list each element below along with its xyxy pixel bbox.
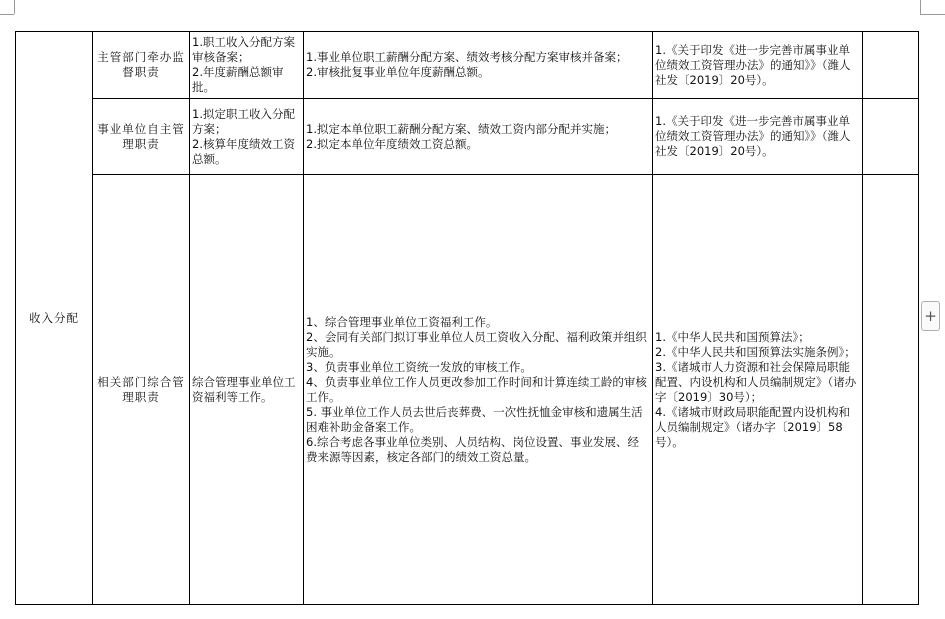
scope-cell: 1.拟定职工收入分配方案； 2.核算年度绩效工资总额。	[190, 99, 304, 175]
crop-mark-top-right-v	[920, 0, 921, 14]
scope-cell: 1.职工收入分配方案审核备案； 2.年度薪酬总额审批。	[190, 32, 304, 99]
role-cell: 事业单位自主管理职责	[93, 99, 190, 175]
extra-cell	[863, 32, 919, 99]
details-cell: 1、综合管理事业单位工资福利工作。 2、会同有关部门拟订事业单位人员工资收入分配、福利政策并组织实施。 3、负责事业单位工资统一发放的审核工作。 4、负责事业单位工作人员更改参加工作时间和计算连续工龄的审核工作。 5. 事业单位工作人员去世后丧葬费、一次性抚恤金审核和遗属生活困难补助金备案工作。 6.综合考虑各事业单位类别、人员结构、岗位设置、事业发展、经费来源等因素，核定各部门的绩效工资总量。	[304, 175, 653, 605]
role-cell: 主管部门牵办监督职责	[93, 32, 190, 99]
crop-mark-top-right-h	[920, 14, 945, 15]
crop-mark-top-left-h	[0, 14, 14, 15]
responsibility-table	[15, 31, 919, 605]
extra-cell	[863, 99, 919, 175]
table-row	[16, 99, 919, 175]
crop-mark-top-left-v	[14, 0, 15, 14]
details-cell: 1.事业单位职工薪酬分配方案、绩效考核分配方案审核并备案； 2.审核批复事业单位年度薪酬总额。	[304, 32, 653, 99]
extra-cell	[863, 175, 919, 605]
table-row	[16, 32, 919, 99]
add-button[interactable]: +	[921, 301, 940, 331]
basis-cell: 1.《中华人民共和国预算法》； 2.《中华人民共和国预算法实施条例》； 3.《诸城市人力资源和社会保障局职能配置、内设机构和人员编制规定》（诸办字〔2019〕30号）； 4.《诸城市财政局职能配置内设机构和人员编制规定》（诸办字〔2019〕58号）。	[653, 175, 863, 605]
category-cell: 收入分配	[16, 32, 93, 605]
table-row	[16, 175, 919, 605]
basis-cell: 1.《关于印发《进一步完善市属事业单位绩效工资管理办法》的通知》》（潍人社发〔2019〕20号）。	[653, 99, 863, 175]
role-cell: 相关部门综合管理职责	[93, 175, 190, 605]
scope-cell: 综合管理事业单位工资福利等工作。	[190, 175, 304, 605]
basis-cell: 1.《关于印发《进一步完善市属事业单位绩效工资管理办法》的通知》》（潍人社发〔2019〕20号）。	[653, 32, 863, 99]
details-cell: 1.拟定本单位职工薪酬分配方案、绩效工资内部分配并实施； 2.拟定本单位年度绩效工资总额。	[304, 99, 653, 175]
